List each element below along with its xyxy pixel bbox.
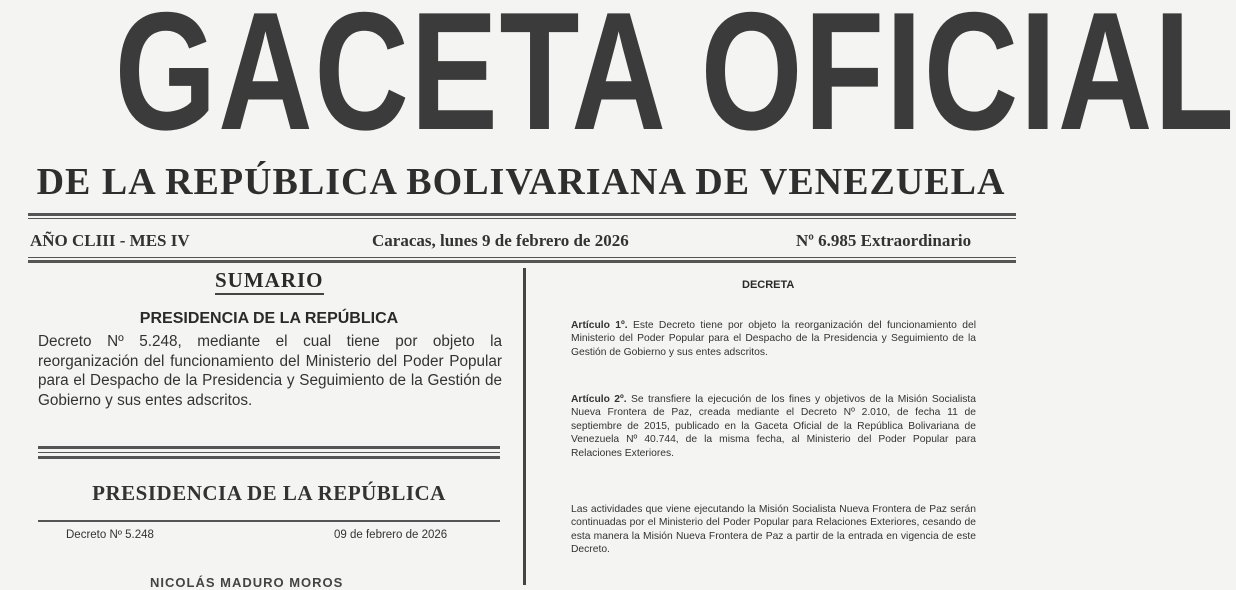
article-2-label: Artículo 2º. [571, 394, 627, 405]
paragraph-3: Las actividades que viene ejecutando la Misión Socialista Nueva Frontera de Paz serán continuadas por el Ministerio del Poder Popular para Relaciones Exteriores, cesando de esta manera la Misión Nueva Frontera de Paz a partir de la entrada en vigencia de este Decreto. [571, 504, 976, 556]
top-rule-thin [28, 218, 1016, 219]
column-divider [523, 268, 526, 585]
info-rule-thick [28, 260, 1016, 263]
issue-number: Nº 6.985 Extraordinario [796, 231, 972, 250]
article-1-text: Este Decreto tiene por objeto la reorganización del funcionamiento del Ministerio del Poder Popular para el Despacho de la Presidencia y Seguimiento de la Gestión de Gobierno y sus entes adscritos. [571, 320, 976, 358]
section-heading-rule [38, 520, 500, 522]
article-1 [571, 319, 976, 359]
decree-number: Decreto Nº 5.248 [66, 529, 154, 541]
section-rule-1 [38, 446, 500, 449]
cut-off-text: NICOLÁS MADURO MOROS [150, 575, 344, 590]
top-rule-thick [28, 213, 1016, 216]
section-rule-2 [38, 452, 500, 453]
summary-section-title: PRESIDENCIA DE LA REPÚBLICA [139, 310, 399, 327]
decree-date: 09 de febrero de 2026 [334, 529, 448, 541]
summary-text: Decreto Nº 5.248, mediante el cual tiene por objeto la reorganización del funcionamiento del Ministerio del Poder Popular para el Despacho de la Presidencia y Seguimiento de la Gestión de Gobierno y sus entes adscritos. [38, 333, 502, 409]
article-2-text: Se transfiere la ejecución de los fines y objetivos de la Misión Socialista Nueva Frontera de Paz, creada mediante el Decreto Nº 2.010, de fecha 11 de septiembre de 2015, publicado en la Gaceta Oficial de la República Bolivariana de Venezuela Nº 40.744, de la misma fecha, al Ministerio del Poder Popular para Relaciones Exteriores. [571, 394, 976, 459]
sumario-heading: SUMARIO [215, 268, 324, 295]
watermark-pattern [560, 330, 567, 361]
year-month: AÑO CLIII - MES IV [30, 231, 190, 250]
masthead-title: GACETA OFICIAL [114, 0, 1236, 165]
section-heading: PRESIDENCIA DE LA REPÚBLICA [92, 481, 446, 505]
info-rule-thin [28, 257, 1016, 258]
article-2 [571, 393, 976, 460]
section-rule-3 [38, 456, 500, 459]
article-1-label: Artículo 1º. [571, 320, 628, 331]
masthead-subtitle: DE LA REPÚBLICA BOLIVARIANA DE VENEZUELA [36, 161, 1006, 203]
place-date: Caracas, lunes 9 de febrero de 2026 [372, 231, 629, 250]
decreta-heading: DECRETA [742, 279, 795, 291]
